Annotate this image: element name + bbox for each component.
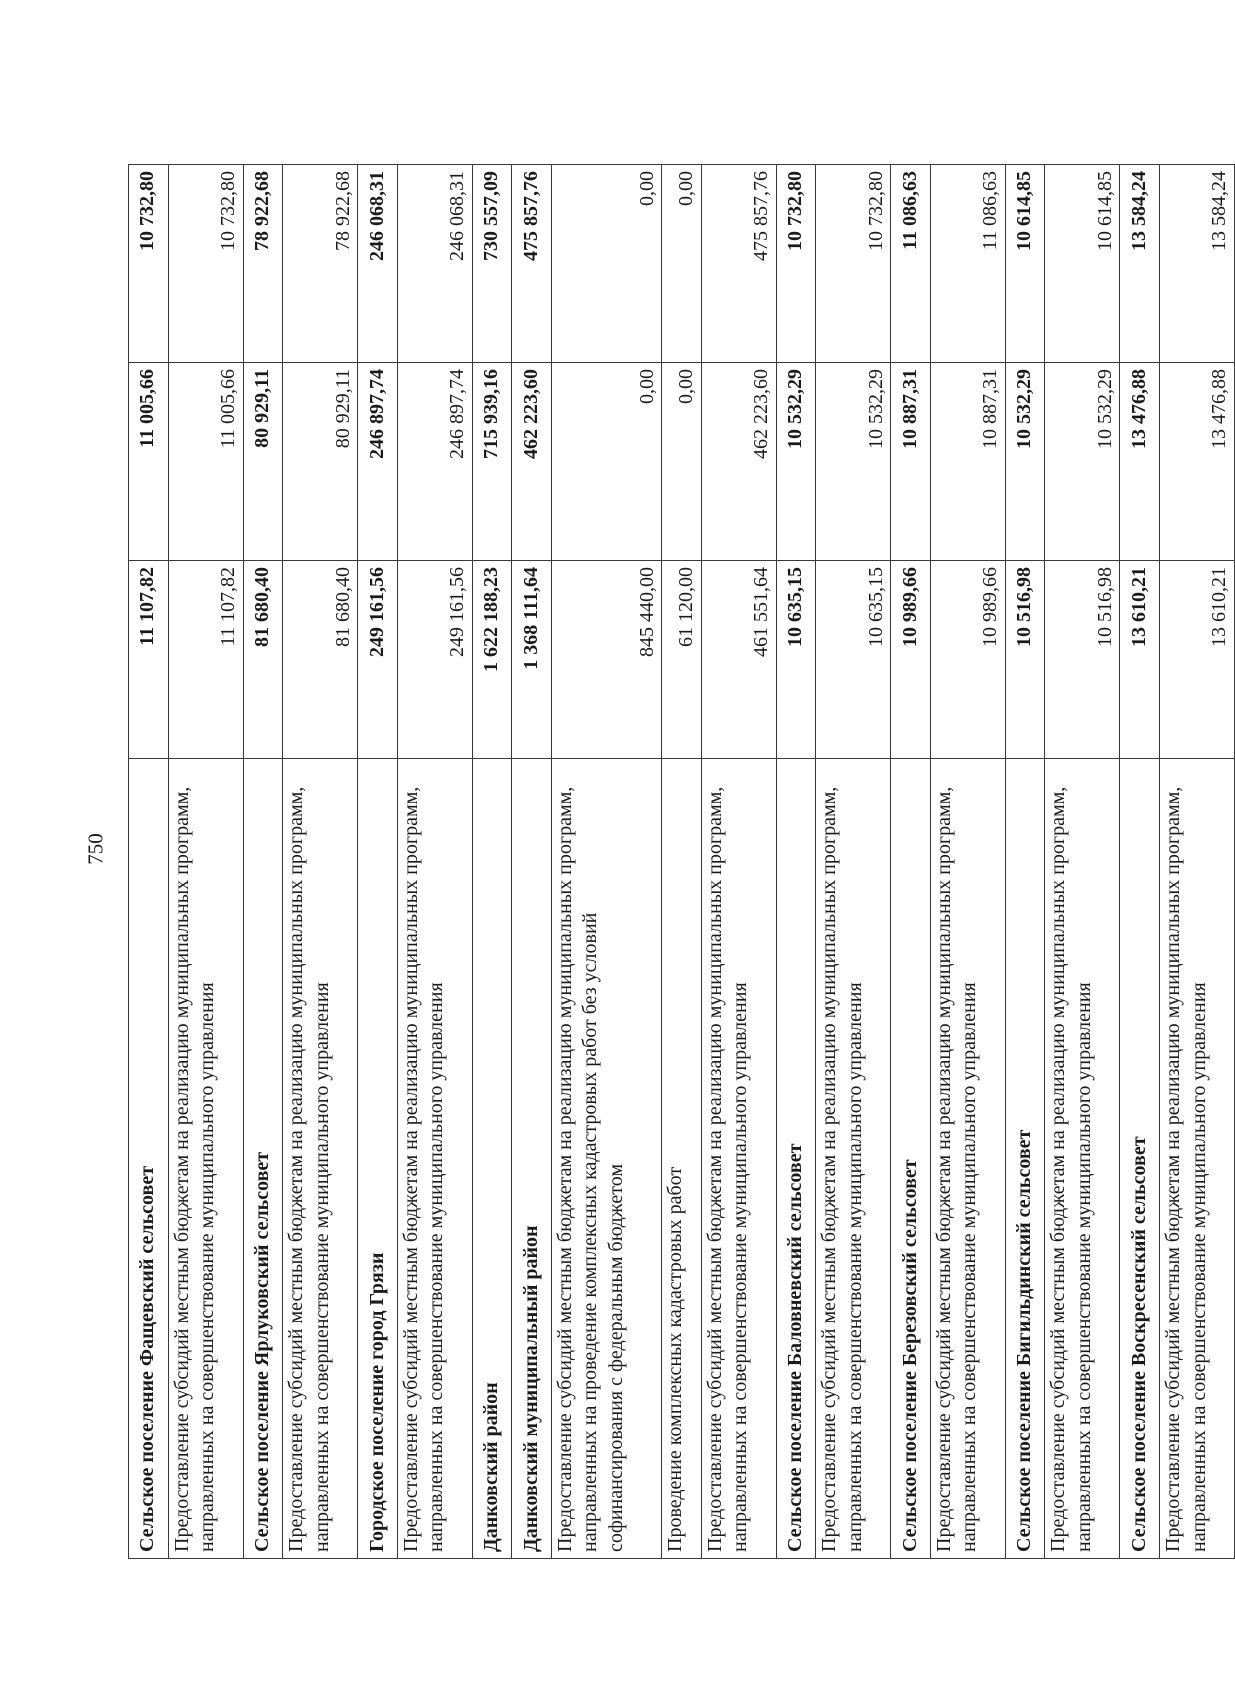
table-row — [283, 165, 358, 1559]
value-col1-cell: 10 635,15 — [816, 561, 891, 759]
value-col2-cell: 11 005,66 — [168, 363, 243, 561]
value-col3-cell: 730 557,09 — [472, 165, 512, 363]
value-col2-cell: 462 223,60 — [512, 363, 552, 561]
row-name-cell: Сельское поселение Баловневский сельсовет — [776, 759, 816, 1559]
table-row — [662, 165, 702, 1559]
row-name-cell: Предоставление субсидий местным бюджетам на реализацию муниципальных программ, направленных на совершенствование муниципального управления — [701, 759, 776, 1559]
value-col3-cell: 10 732,80 — [816, 165, 891, 363]
value-col3-cell: 13 584,24 — [1159, 165, 1234, 363]
value-col1-cell: 461 551,64 — [701, 561, 776, 759]
value-col1-cell: 10 989,66 — [891, 561, 931, 759]
value-col3-cell: 10 732,80 — [168, 165, 243, 363]
table-row — [701, 165, 776, 1559]
value-col3-cell: 0,00 — [551, 165, 661, 363]
table-row — [358, 165, 398, 1559]
value-col1-cell: 61 120,00 — [662, 561, 702, 759]
table-container — [128, 165, 1235, 1559]
value-col2-cell: 10 532,29 — [1005, 363, 1045, 561]
row-name-cell: Сельское поселение Ярлуковский сельсовет — [243, 759, 283, 1559]
value-col2-cell: 246 897,74 — [397, 363, 472, 561]
value-col1-cell: 249 161,56 — [397, 561, 472, 759]
row-name-cell: Предоставление субсидий местным бюджетам на реализацию муниципальных программ, направленных на совершенствование муниципального управления — [1045, 759, 1120, 1559]
value-col3-cell: 246 068,31 — [358, 165, 398, 363]
table-row — [1005, 165, 1045, 1559]
value-col1-cell: 10 635,15 — [776, 561, 816, 759]
value-col2-cell: 13 476,88 — [1120, 363, 1160, 561]
value-col1-cell: 11 107,82 — [168, 561, 243, 759]
value-col3-cell: 0,00 — [662, 165, 702, 363]
value-col1-cell: 81 680,40 — [243, 561, 283, 759]
value-col2-cell: 10 532,29 — [776, 363, 816, 561]
table-row — [243, 165, 283, 1559]
value-col2-cell: 80 929,11 — [243, 363, 283, 561]
table-row — [1159, 165, 1234, 1559]
value-col3-cell: 11 086,63 — [891, 165, 931, 363]
value-col1-cell: 10 516,98 — [1005, 561, 1045, 759]
value-col2-cell: 246 897,74 — [358, 363, 398, 561]
row-name-cell: Данковский муниципальный район — [512, 759, 552, 1559]
value-col2-cell: 10 887,31 — [930, 363, 1005, 561]
table-row — [1045, 165, 1120, 1559]
row-name-cell: Сельское поселение Березовский сельсовет — [891, 759, 931, 1559]
row-name-cell: Городское поселение город Грязи — [358, 759, 398, 1559]
value-col3-cell: 13 584,24 — [1120, 165, 1160, 363]
value-col2-cell: 0,00 — [662, 363, 702, 561]
value-col3-cell: 10 614,85 — [1005, 165, 1045, 363]
row-name-cell: Предоставление субсидий местным бюджетам на реализацию муниципальных программ, направленных на проведение комплексных кадастровых работ без условий софинансирования с федеральным бюджетом — [551, 759, 661, 1559]
value-col3-cell: 475 857,76 — [701, 165, 776, 363]
value-col1-cell: 81 680,40 — [283, 561, 358, 759]
table-row — [129, 165, 169, 1559]
value-col1-cell: 845 440,00 — [551, 561, 661, 759]
rotated-table — [128, 165, 1235, 1559]
table-row — [891, 165, 931, 1559]
value-col1-cell: 249 161,56 — [358, 561, 398, 759]
value-col3-cell: 78 922,68 — [283, 165, 358, 363]
value-col1-cell: 10 989,66 — [930, 561, 1005, 759]
value-col1-cell: 13 610,21 — [1120, 561, 1160, 759]
table-row — [776, 165, 816, 1559]
value-col1-cell: 10 516,98 — [1045, 561, 1120, 759]
table-row — [512, 165, 552, 1559]
row-name-cell: Предоставление субсидий местным бюджетам на реализацию муниципальных программ, направленных на совершенствование муниципального управления — [930, 759, 1005, 1559]
table-row — [930, 165, 1005, 1559]
value-col1-cell: 1 622 188,23 — [472, 561, 512, 759]
value-col2-cell: 10 532,29 — [1045, 363, 1120, 561]
row-name-cell: Сельское поселение Фащевский сельсовет — [129, 759, 169, 1559]
row-name-cell: Предоставление субсидий местным бюджетам на реализацию муниципальных программ, направленных на совершенствование муниципального управления — [1159, 759, 1234, 1559]
value-col3-cell: 11 086,63 — [930, 165, 1005, 363]
table-row — [551, 165, 661, 1559]
row-name-cell: Сельское поселение Бигильдинский сельсовет — [1005, 759, 1045, 1559]
value-col2-cell: 11 005,66 — [129, 363, 169, 561]
value-col3-cell: 10 732,80 — [129, 165, 169, 363]
value-col3-cell: 246 068,31 — [397, 165, 472, 363]
row-name-cell: Предоставление субсидий местным бюджетам на реализацию муниципальных программ, направленных на совершенствование муниципального управления — [397, 759, 472, 1559]
row-name-cell: Сельское поселение Воскресенский сельсовет — [1120, 759, 1160, 1559]
row-name-cell: Предоставление субсидий местным бюджетам на реализацию муниципальных программ, направленных на совершенствование муниципального управления — [816, 759, 891, 1559]
table-row — [472, 165, 512, 1559]
row-name-cell: Предоставление субсидий местным бюджетам на реализацию муниципальных программ, направленных на совершенствование муниципального управления — [168, 759, 243, 1559]
row-name-cell: Проведение комплексных кадастровых работ — [662, 759, 702, 1559]
value-col2-cell: 10 887,31 — [891, 363, 931, 561]
value-col2-cell: 80 929,11 — [283, 363, 358, 561]
value-col2-cell: 0,00 — [551, 363, 661, 561]
table-row — [1120, 165, 1160, 1559]
row-name-cell: Предоставление субсидий местным бюджетам на реализацию муниципальных программ, направленных на совершенствование муниципального управления — [283, 759, 358, 1559]
table-row — [168, 165, 243, 1559]
value-col2-cell: 13 476,88 — [1159, 363, 1234, 561]
table-row — [816, 165, 891, 1559]
value-col3-cell: 10 614,85 — [1045, 165, 1120, 363]
row-name-cell: Данковский район — [472, 759, 512, 1559]
value-col1-cell: 11 107,82 — [129, 561, 169, 759]
value-col1-cell: 13 610,21 — [1159, 561, 1234, 759]
page-number: 750 — [83, 833, 108, 865]
value-col1-cell: 1 368 111,64 — [512, 561, 552, 759]
value-col2-cell: 715 939,16 — [472, 363, 512, 561]
value-col2-cell: 10 532,29 — [816, 363, 891, 561]
value-col3-cell: 475 857,76 — [512, 165, 552, 363]
value-col2-cell: 462 223,60 — [701, 363, 776, 561]
budget-table — [128, 164, 1235, 1559]
value-col3-cell: 10 732,80 — [776, 165, 816, 363]
value-col3-cell: 78 922,68 — [243, 165, 283, 363]
table-row — [397, 165, 472, 1559]
